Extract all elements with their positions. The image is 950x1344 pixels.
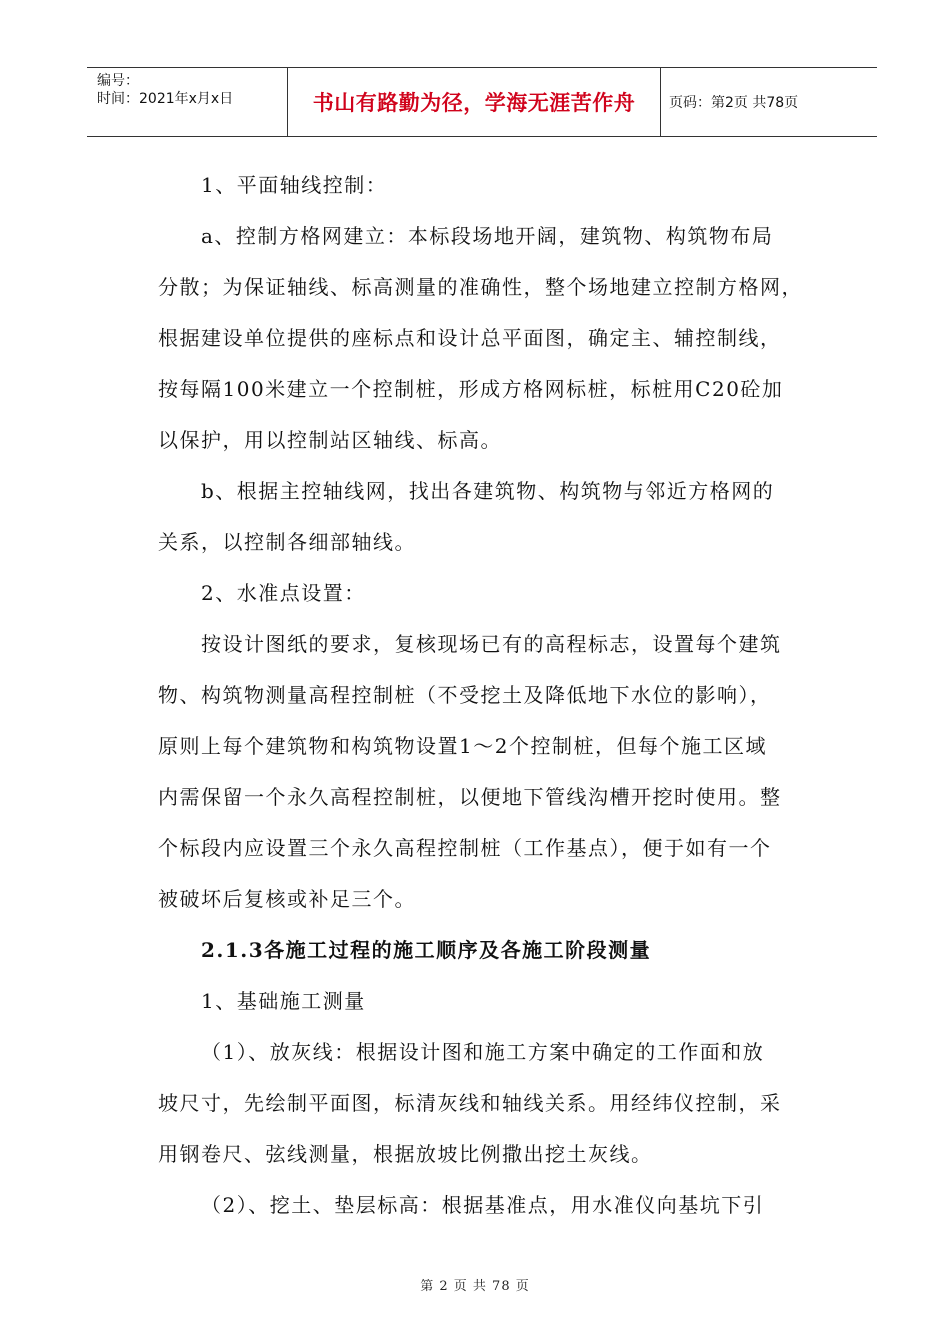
document-body xyxy=(158,160,810,1231)
body-line: 被破坏后复核或补足三个。 xyxy=(158,887,416,911)
header-meta xyxy=(87,68,288,136)
body-line: 按每隔100米建立一个控制桩，形成方格网标桩，标桩用C20砼加 xyxy=(158,377,784,401)
section-heading: 2.1.3各施工过程的施工顺序及各施工阶段测量 xyxy=(201,938,652,962)
page-footer: 第 2 页 共 78 页 xyxy=(420,1279,530,1294)
body-line: 关系，以控制各细部轴线。 xyxy=(158,530,416,554)
body-line: 坡尺寸，先绘制平面图，标清灰线和轴线关系。用经纬仪控制，采 xyxy=(158,1091,782,1115)
document-header xyxy=(87,67,877,137)
motto: 书山有路勤为径，学海无涯苦作舟 xyxy=(288,68,661,136)
body-line: 2、水准点设置： xyxy=(201,581,366,605)
body-line: b、根据主控轴线网，找出各建筑物、构筑物与邻近方格网的 xyxy=(201,479,775,503)
body-line: 1、基础施工测量 xyxy=(201,989,366,1013)
number-label: 编号： xyxy=(97,73,139,89)
body-line: 1、平面轴线控制： xyxy=(201,173,388,197)
body-line: 按设计图纸的要求，复核现场已有的高程标志，设置每个建筑 xyxy=(201,632,782,656)
body-line: 以保护，用以控制站区轴线、标高。 xyxy=(158,428,502,452)
page-label: 页码：第2页 共78页 xyxy=(669,95,799,111)
body-line: 分散；为保证轴线、标高测量的准确性，整个场地建立控制方格网， xyxy=(158,275,803,299)
body-line: （2）、挖土、垫层标高：根据基准点，用水准仪向基坑下引 xyxy=(201,1193,765,1217)
date-label: 时间：2021年x月x日 xyxy=(97,91,234,107)
body-line: 用钢卷尺、弦线测量，根据放坡比例撒出挖土灰线。 xyxy=(158,1142,653,1166)
body-line: 个标段内应设置三个永久高程控制桩（工作基点），便于如有一个 xyxy=(158,836,772,860)
body-line: 根据建设单位提供的座标点和设计总平面图，确定主、辅控制线， xyxy=(158,326,782,350)
body-line: a、控制方格网建立：本标段场地开阔，建筑物、构筑物布局 xyxy=(201,224,774,248)
body-line: （1）、放灰线：根据设计图和施工方案中确定的工作面和放 xyxy=(201,1040,765,1064)
body-line: 原则上每个建筑物和构筑物设置1～2个控制桩，但每个施工区域 xyxy=(158,734,767,758)
body-line: 物、构筑物测量高程控制桩（不受挖土及降低地下水位的影响）， xyxy=(158,683,772,707)
body-line: 内需保留一个永久高程控制桩，以便地下管线沟槽开挖时使用。整 xyxy=(158,785,782,809)
